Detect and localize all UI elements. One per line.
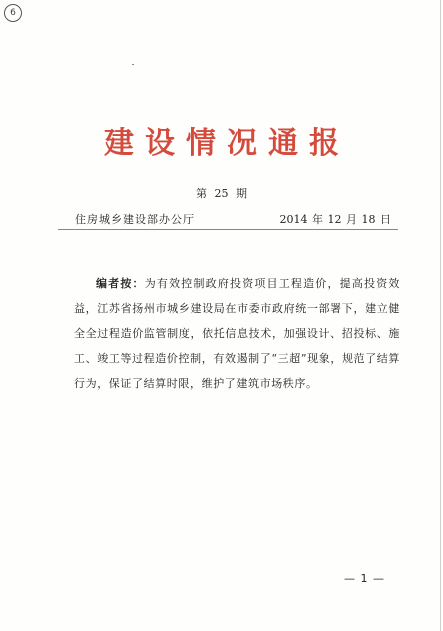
editor-note [74,271,400,396]
issue-number: 第 25 期 [196,187,247,200]
page-number: — 1 — [344,572,385,585]
handwritten-page-mark: 6 [4,4,22,22]
document-title: 建设情况通报 [104,126,350,161]
header-divider [58,229,398,230]
editor-note-label: 编者按： [96,277,145,290]
editor-note-text: 为有效控制政府投资项目工程造价，提高投资效益，江苏省扬州市城乡建设局在市委市政府统一部署下，建立健全全过程造价监管制度，依托信息技术，加强设计、招投标、施工、竣工等过程造价控制，有效遏制了“三超”现象，规范了结算行为，保证了结算时限，维护了建筑市场秩序。 [74,277,400,390]
issuing-office: 住房城乡建设部办公厅 [75,213,195,226]
scan-edge-line [440,0,441,631]
issue-date: 2014 年 12 月 18 日 [279,213,391,226]
scan-speck [132,64,134,65]
